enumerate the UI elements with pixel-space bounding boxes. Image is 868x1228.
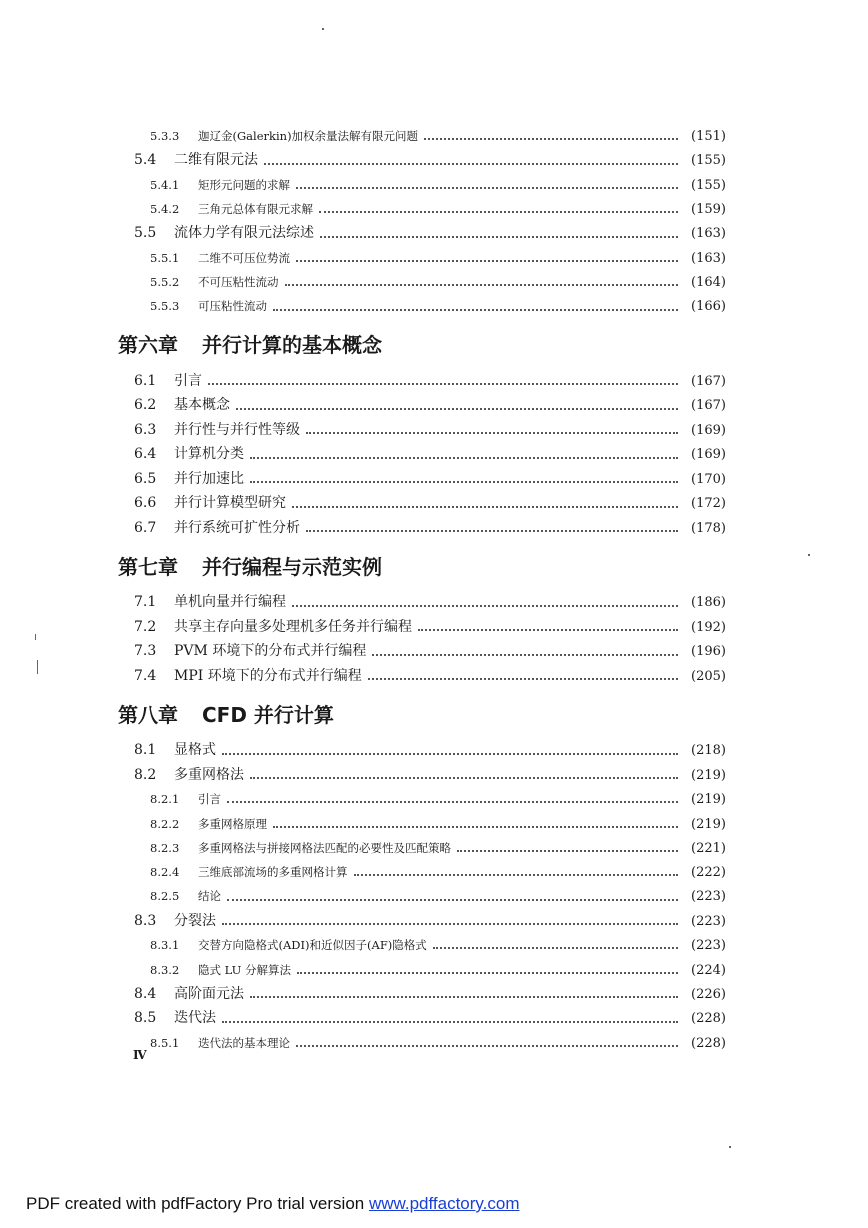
dot-leader — [208, 383, 678, 385]
entry-page: (155) — [691, 177, 726, 193]
entry-title: 显格式 — [174, 742, 216, 759]
entry-number: 5.5.1 — [150, 250, 180, 265]
dot-leader — [222, 1021, 678, 1023]
entry-page: (163) — [691, 226, 726, 242]
dot-leader — [222, 923, 678, 925]
section-entry[interactable] — [0, 738, 868, 763]
entry-page: (223) — [691, 913, 726, 929]
section-entry[interactable] — [0, 442, 868, 467]
dot-leader — [227, 899, 678, 901]
table-of-contents — [0, 124, 868, 1055]
entry-page: (178) — [691, 520, 726, 536]
section-entry[interactable] — [0, 148, 868, 173]
entry-page: (164) — [691, 275, 726, 291]
entry-page: (169) — [691, 422, 726, 438]
entry-title: 共享主存向量多处理机多任务并行编程 — [174, 618, 412, 635]
entry-number: 5.5 — [134, 225, 157, 242]
entry-page: (163) — [691, 250, 726, 266]
section-entry[interactable] — [0, 615, 868, 640]
dot-leader — [372, 654, 678, 656]
subsection-entry[interactable] — [0, 270, 868, 294]
section-entry[interactable] — [0, 221, 868, 246]
entry-title: MPI 环境下的分布式并行编程 — [174, 667, 362, 684]
entry-title: 单机向量并行编程 — [174, 594, 286, 611]
entry-page: (155) — [691, 153, 726, 169]
entry-number: 8.2.1 — [150, 792, 180, 807]
entry-title: 引言 — [198, 792, 221, 807]
dot-leader — [273, 309, 678, 311]
entry-number: 7.1 — [134, 594, 157, 611]
entry-title: 不可压粘性流动 — [198, 275, 279, 290]
entry-title: 并行性与并行性等级 — [174, 421, 300, 438]
entry-number: 6.7 — [134, 519, 157, 536]
dot-leader — [320, 236, 678, 238]
entry-title: 并行加速比 — [174, 470, 244, 487]
entry-page: (172) — [691, 496, 726, 512]
section-entry[interactable] — [0, 393, 868, 418]
chapter-title: 并行计算的基本概念 — [202, 333, 382, 358]
entry-page: (223) — [691, 889, 726, 905]
entry-number: 6.5 — [134, 470, 157, 487]
subsection-entry[interactable] — [0, 933, 868, 957]
entry-page: (223) — [691, 938, 726, 954]
entry-title: 分裂法 — [174, 912, 216, 929]
entry-title: 交替方向隐格式(ADI)和近似因子(AF)隐格式 — [198, 938, 427, 953]
entry-page: (167) — [691, 398, 726, 414]
footer-text: PDF created with pdfFactory Pro trial version — [26, 1194, 369, 1213]
entry-number: 5.3.3 — [150, 129, 180, 143]
section-entry[interactable] — [0, 590, 868, 615]
entry-number: 8.2 — [134, 766, 157, 783]
section-entry[interactable] — [0, 418, 868, 443]
dot-leader — [306, 530, 678, 532]
entry-page: (205) — [691, 668, 726, 684]
subsection-entry[interactable] — [0, 836, 868, 860]
entry-number: 8.1 — [134, 742, 157, 759]
chapter-heading — [0, 319, 868, 369]
entry-number: 8.2.2 — [150, 816, 180, 831]
dot-leader — [296, 1045, 678, 1047]
entry-number: 8.2.3 — [150, 840, 180, 855]
entry-page: (166) — [691, 299, 726, 315]
section-entry[interactable] — [0, 763, 868, 788]
entry-number: 5.4.2 — [150, 202, 180, 217]
chapter-number: 第七章 — [118, 554, 178, 579]
entry-page: (224) — [691, 962, 726, 978]
entry-number: 7.3 — [134, 643, 157, 660]
footer-link[interactable]: www.pdffactory.com — [368, 1194, 520, 1213]
dot-leader — [368, 678, 678, 680]
entry-number: 8.2.4 — [150, 865, 180, 880]
chapter-number: 第六章 — [118, 333, 178, 358]
dot-leader — [433, 947, 678, 949]
section-entry[interactable] — [0, 369, 868, 394]
entry-title: 多重网格法与拼接网格法匹配的必要性及匹配策略 — [198, 840, 451, 855]
dot-leader — [418, 629, 678, 631]
entry-title: 多重网格法 — [174, 766, 244, 783]
dot-leader — [236, 408, 678, 410]
entry-title: 高阶面元法 — [174, 985, 244, 1002]
subsection-entry[interactable] — [0, 173, 868, 197]
dot-leader — [285, 284, 679, 286]
dot-leader — [424, 138, 678, 140]
entry-title: 矩形元问题的求解 — [198, 177, 290, 192]
scan-mark — [322, 28, 324, 30]
entry-page: (196) — [691, 644, 726, 660]
dot-leader — [306, 432, 678, 434]
subsection-entry[interactable] — [0, 860, 868, 884]
section-entry[interactable] — [0, 982, 868, 1007]
entry-page: (219) — [691, 816, 726, 832]
dot-leader — [250, 996, 678, 998]
entry-number: 6.1 — [134, 372, 157, 389]
dot-leader — [354, 874, 679, 876]
entry-title: 并行计算模型研究 — [174, 495, 286, 512]
entry-number: 6.2 — [134, 397, 157, 414]
section-entry[interactable] — [0, 467, 868, 492]
dot-leader — [264, 163, 678, 165]
entry-title: 三维底部流场的多重网格计算 — [198, 865, 348, 880]
page-number-roman: Ⅳ — [133, 1048, 147, 1062]
entry-page: (226) — [691, 986, 726, 1002]
entry-title: 引言 — [174, 372, 202, 389]
entry-page: (151) — [691, 129, 726, 144]
entry-title: 隐式 LU 分解算法 — [198, 962, 292, 977]
entry-title: 流体力学有限元法综述 — [174, 225, 314, 242]
subsection-entry[interactable] — [0, 787, 868, 811]
entry-number: 8.5 — [134, 1010, 157, 1027]
subsection-entry[interactable] — [0, 124, 868, 148]
entry-page: (219) — [691, 767, 726, 783]
entry-page: (218) — [691, 743, 726, 759]
subsection-entry[interactable] — [0, 812, 868, 836]
entry-page: (219) — [691, 792, 726, 808]
chapter-number: 第八章 — [118, 702, 178, 727]
entry-number: 5.5.2 — [150, 275, 180, 290]
entry-page: (228) — [691, 1035, 726, 1051]
dot-leader — [250, 777, 678, 779]
dot-leader — [296, 260, 678, 262]
entry-title: 基本概念 — [174, 397, 230, 414]
section-entry[interactable] — [0, 909, 868, 934]
subsection-entry[interactable] — [0, 958, 868, 982]
section-entry[interactable] — [0, 516, 868, 541]
entry-title: 可压粘性流动 — [198, 299, 267, 314]
entry-title: 并行系统可扩性分析 — [174, 519, 300, 536]
chapter-title: CFD 并行计算 — [202, 702, 334, 727]
dot-leader — [292, 605, 678, 607]
entry-title: PVM 环境下的分布式并行编程 — [174, 643, 367, 660]
scan-mark — [729, 1146, 731, 1148]
section-entry[interactable] — [0, 491, 868, 516]
entry-title: 三角元总体有限元求解 — [198, 202, 313, 217]
entry-page: (159) — [691, 202, 726, 218]
dot-leader — [292, 506, 678, 508]
entry-number: 8.5.1 — [150, 1035, 180, 1050]
entry-number: 6.6 — [134, 495, 157, 512]
chapter-heading — [0, 540, 868, 590]
dot-leader — [250, 457, 678, 459]
dot-leader — [296, 187, 678, 189]
entry-page: (170) — [691, 471, 726, 487]
entry-number: 8.3.1 — [150, 938, 180, 953]
subsection-entry[interactable] — [0, 246, 868, 270]
dot-leader — [273, 826, 678, 828]
entry-number: 8.4 — [134, 985, 157, 1002]
entry-page: (192) — [691, 619, 726, 635]
entry-number: 8.2.5 — [150, 889, 180, 904]
subsection-entry[interactable] — [0, 884, 868, 908]
dot-leader — [227, 801, 678, 803]
entry-page: (221) — [691, 840, 726, 856]
entry-number: 8.3.2 — [150, 962, 180, 977]
subsection-entry[interactable] — [0, 1031, 868, 1055]
entry-title: 结论 — [198, 889, 221, 904]
dot-leader — [457, 850, 678, 852]
entry-number: 5.4.1 — [150, 177, 180, 192]
entry-title: 二维不可压位势流 — [198, 250, 290, 265]
entry-title: 二维有限元法 — [174, 152, 258, 169]
dot-leader — [319, 211, 678, 213]
entry-title: 迦辽金(Galerkin)加权余量法解有限元问题 — [198, 129, 419, 143]
dot-leader — [297, 972, 678, 974]
entry-number: 6.3 — [134, 421, 157, 438]
entry-page: (228) — [691, 1011, 726, 1027]
entry-number: 7.2 — [134, 618, 157, 635]
section-entry[interactable] — [0, 664, 868, 689]
entry-page: (167) — [691, 373, 726, 389]
entry-title: 迭代法的基本理论 — [198, 1035, 290, 1050]
entry-number: 5.5.3 — [150, 299, 180, 314]
entry-page: (186) — [691, 595, 726, 611]
chapter-title: 并行编程与示范实例 — [202, 554, 382, 579]
entry-number: 5.4 — [134, 152, 157, 169]
subsection-entry[interactable] — [0, 197, 868, 221]
entry-title: 迭代法 — [174, 1010, 216, 1027]
entry-number: 7.4 — [134, 667, 157, 684]
dot-leader — [250, 481, 678, 483]
subsection-entry[interactable] — [0, 294, 868, 318]
entry-page: (169) — [691, 447, 726, 463]
chapter-heading — [0, 688, 868, 738]
entry-title: 计算机分类 — [174, 446, 244, 463]
entry-number: 6.4 — [134, 446, 157, 463]
pdf-footer — [26, 1194, 520, 1214]
dot-leader — [222, 753, 678, 755]
section-entry[interactable] — [0, 1006, 868, 1031]
entry-number: 8.3 — [134, 912, 157, 929]
section-entry[interactable] — [0, 639, 868, 664]
entry-page: (222) — [691, 865, 726, 881]
entry-title: 多重网格原理 — [198, 816, 267, 831]
